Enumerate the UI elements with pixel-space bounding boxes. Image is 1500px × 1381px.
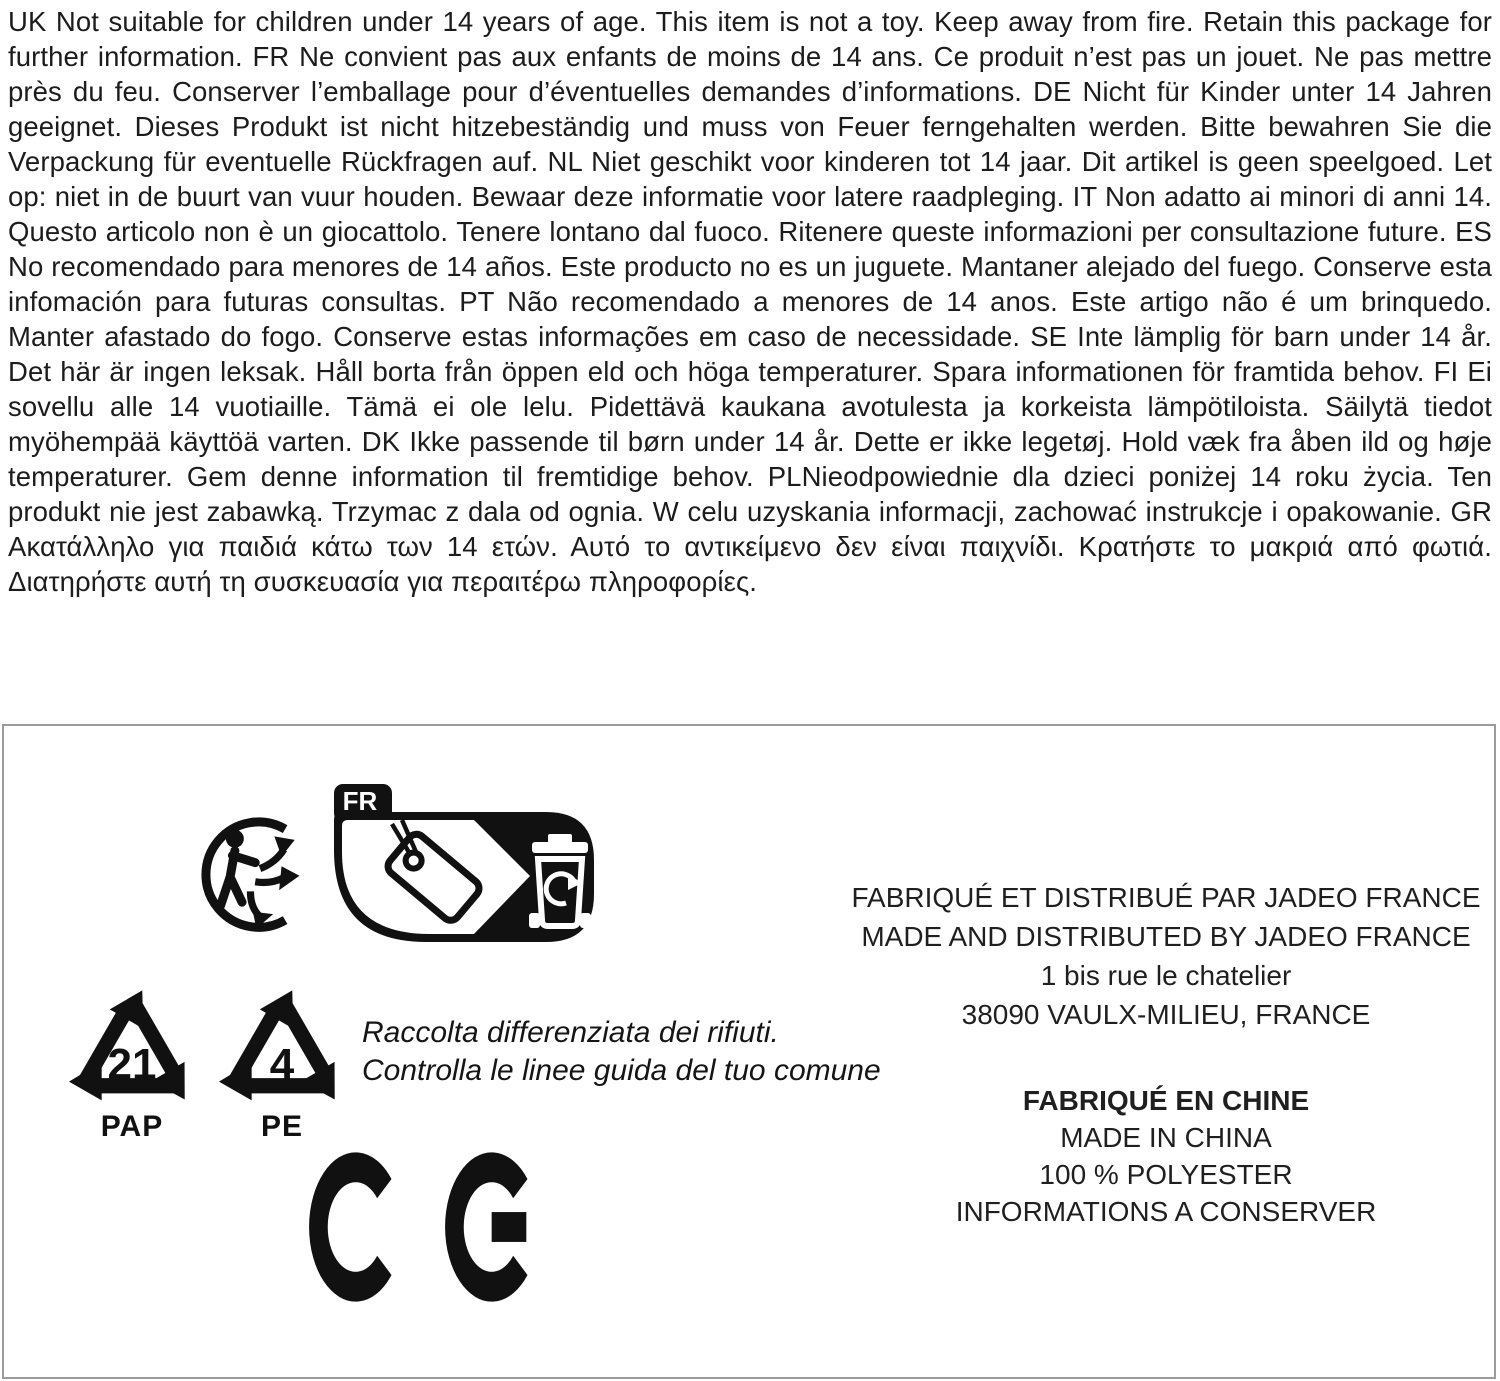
ce-marking-e-icon	[443, 1147, 531, 1307]
distributor-line: 1 bis rue le chatelier	[1040, 960, 1292, 991]
info-tri-country-label: FR	[342, 786, 378, 816]
safety-warning-text: UK Not suitable for children under 14 years of age. This item is not a toy. Keep away from fire. Retain this package for further information. FR Ne convient pas aux enfants de moins de 14 ans. Ce produit n’est pas un jouet. Ne pas mettre près du feu. Conserver l’emballage pour d’éventuelles demandes d’informations. DE Nicht für Kinder unter 14 Jahren geeignet. Dieses Produkt ist nicht hitzebeständig und muss von Feuer ferngehalten werden. Bitte bewahren Sie die Verpackung für eventuelle Rückfragen auf. NL Niet geschikt voor kinderen tot 14 jaar. Dit artikel is geen speelgoed. Let op: niet in de buurt van vuur houden. Bewaar deze informatie voor latere raadpleging. IT Non adatto ai minori di anni 14. Questo articolo non è un giocattolo. Tenere lontano dal fuoco. Ritenere queste informazioni per consultazione future. ES No recomendado para menores de 14 años. Este producto no es un juguete. Mantaner alejado del fuego. Conserve esta infomación para futuras consultas. PT Não recomendado a menores de 14 anos. Este artigo não é um brinquedo. Manter afastado do fogo. Conserve estas informações em caso de necessidade. SE Inte lämplig för barn under 14 år. Det här är ingen leksak. Håll borta från öppen eld och höga temperaturer. Spara informationen för framtida behov. FI Ei sovellu alle 14 vuotiaille. Tämä ei ole lelu. Pidettävä kaukana avotulesta ja korkeista lämpötiloista. Säilytä tiedot myöhempää käyttöä varten. DK Ikke passende til børn under 14 år. Dette er ikke legetøj. Hold væk fra åben ild og høje temperaturer. Gem denne information til fremtidige behov. PLNieodpowiednie dla dzieci poniżej 14 roku życia. Ten produkt nie jest zabawką. Trzymac z dala od ognia. W celu uzyskania informacji, zachować instrukcje i opakowanie. GR Ακατάλληλο για παιδιά κάτω των 14 ετών. Αυτό το αντικείμενο δεν είναι παιχνίδι. Κρατήστε το μακριά από φωτιά. Διατηρήστε αυτή τη συσκευασία για περαιτέρω πληροφορίες.	[8, 6, 1492, 597]
origin-info	[834, 1082, 1498, 1230]
distributor-address	[834, 878, 1498, 1034]
origin-line: 100 % POLYESTER	[1039, 1159, 1293, 1190]
distributor-line: 38090 VAULX-MILIEU, FRANCE	[961, 999, 1371, 1030]
origin-line: INFORMATIONS A CONSERVER	[955, 1196, 1377, 1227]
recycling-number: 4	[269, 1040, 295, 1089]
distributor-line: MADE AND DISTRIBUTED BY JADEO FRANCE	[861, 921, 1471, 952]
manufacturer-info-column	[834, 878, 1498, 1230]
distributor-line: FABRIQUÉ ET DISTRIBUÉ PAR JADEO FRANCE	[851, 882, 1481, 913]
origin-line: FABRIQUÉ EN CHINE	[1022, 1085, 1310, 1116]
recycling-material: PAP	[100, 1110, 164, 1143]
recycling-code-21-pap	[62, 980, 212, 1143]
triman-recycling-icon	[194, 810, 326, 950]
waste-sorting-note-line1: Raccolta differenziata dei rifiuti.	[362, 1016, 779, 1049]
recycling-number: 21	[107, 1040, 157, 1089]
recycling-material: PE	[260, 1110, 304, 1143]
waste-sorting-note-line2: Controlla le linee guida del tuo comune	[362, 1054, 881, 1087]
compliance-info-box	[2, 724, 1496, 1379]
recycling-code-4-pe	[212, 980, 362, 1143]
ce-marking-c-icon	[307, 1147, 395, 1307]
waste-sorting-note	[362, 1014, 881, 1090]
origin-line: MADE IN CHINA	[1060, 1122, 1272, 1153]
